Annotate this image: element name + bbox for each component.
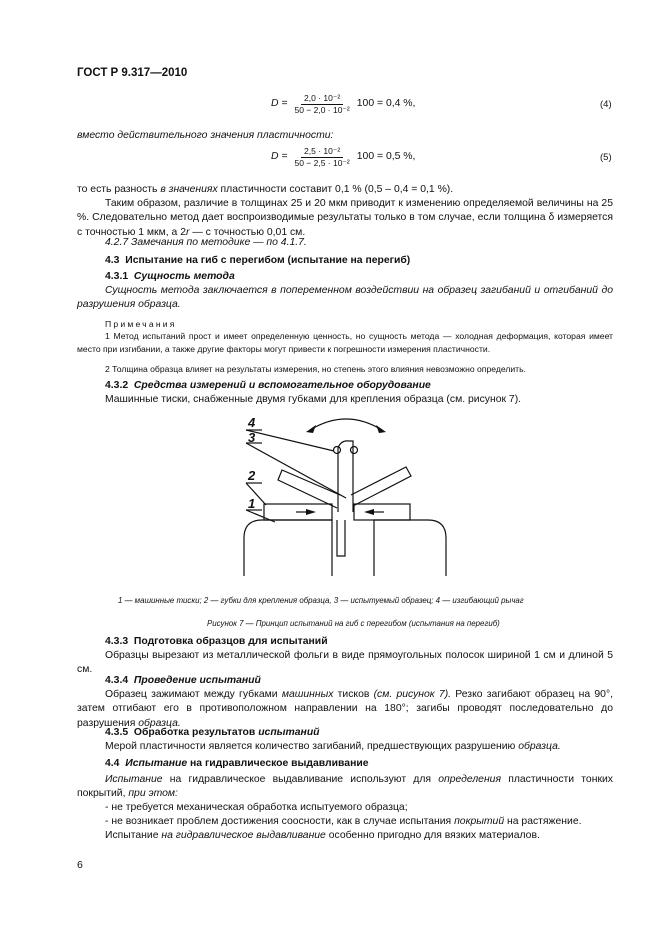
paragraph-difference-text-c: пластичности составит 0,1 % (0,5 – 0,4 = 0,1 %). [217,184,454,195]
section-4-3-4-text-e: Резко загибают образец на 90°, затем отгибают его в противоположном направлении на 180°; загибы проводят последовательно до разрушения [77,689,613,729]
section-4-3-4-text-b: машинных [281,689,334,700]
formula-4-numerator: 2,0 · 10⁻² [301,93,343,105]
formula-5-denominator: 50 − 2,5 · 10⁻² [294,158,350,168]
section-4-4-list-item-2 [77,815,641,829]
section-4-4-title-b: на гидравлическое выдавливание [187,758,369,769]
figure-label-3: 3 [248,430,256,445]
paragraph-thus-r: r [185,226,190,238]
page-number: 6 [77,859,83,871]
formula-5-numerator: 2,5 · 10⁻² [301,146,343,158]
bent-strip-right [351,467,411,506]
figure-7-caption: Рисунок 7 — Принцип испытаний на гиб с перегибом (испытания на перегиб) [207,619,500,628]
section-4-3-4-text-c: тисков [333,689,374,700]
section-4-3-1-number: 4.3.1 [105,271,129,282]
figure-7-legend: 1 — машинные тиски; 2 — губки для крепления образца, 3 — испытуемый образец; 4 — изгибающий рычаг [118,596,524,605]
section-4-4-paragraph-2 [77,829,641,843]
section-4-4-list-item-1: - не требуется механическая обработка испытуемого образца; [105,802,408,813]
formula-5-lhs: D = [271,151,288,163]
section-4-3-5-text-b: образца. [518,741,561,752]
paragraph-thus-text-a: Таким образом, различие в толщинах 25 и 20 мкм приводит к изменению определяемой величины на 25 %. Следовательно метод дает воспроизводимые результаты только в том случае, если толщина δ измеряется с точностью 1 мкм, а 2 [77,198,613,238]
section-4-3-4-title: Проведение испытаний [133,675,261,686]
section-4-3-number: 4.3 [105,255,120,266]
vise-body-right [374,520,446,576]
section-4-4-paragraph-1 [77,773,613,802]
section-4-3-4-heading [77,674,641,688]
section-4-3-3-heading [77,635,641,649]
section-4-3-5-number: 4.3.5 [105,727,129,738]
section-4-4-title-a: Испытание [125,758,188,769]
formula-4-number: (4) [600,99,612,110]
section-4-3-5-text-a: Мерой пластичности является количество загибаний, предшествующих разрушению [105,741,519,752]
figure-label-4: 4 [248,415,256,430]
section-4-3-2-title: Средства измерений и вспомогательное оборудование [133,380,431,391]
section-4-3-3-title: Подготовка образцов для испытаний [133,636,328,647]
formula-4-denominator: 50 − 2,0 · 10⁻² [294,105,350,115]
section-4-3-3-text: Образцы вырезают из металлической фольги в виде прямоугольных полосок шириной 1 см и длиной 5 см. [77,650,613,676]
vise-body [244,520,332,576]
paragraph-instead: вместо действительного значения пластичности: [77,130,334,141]
note-1: 1 Метод испытаний прост и имеет определенную ценность, но сущность метода — холодная деформация, которая имеет место при изгибании, а также другие факторы могут привести к погрешности измерения пластичности. [77,331,613,354]
section-4-3-4-text-f: образца. [138,717,181,729]
section-4-3-5-text [77,740,613,754]
section-4-3-4-number: 4.3.4 [105,675,129,686]
section-4-2-7: 4.2.7 Замечания по методике — по 4.1.7. [105,237,307,248]
section-4-4-heading [77,757,641,771]
document-header: ГОСТ Р 9.317—2010 [77,67,188,79]
section-4-4-text-d: пластичности тонких покрытий, [77,774,613,800]
paragraph-thus-text-b: — с точностью 0,01 см. [189,226,306,238]
list-item-2-text-b: покрытий [454,816,505,827]
section-4-3-4-text [77,688,613,731]
section-4-3-1-text: Сущность метода заключается в попеременном воздействии на образец загибаний и отгибаний до разрушения образца. [77,285,613,311]
section-4-4-text-e: при этом: [128,788,178,800]
section-4-3-1-title: Сущность метода [133,271,235,282]
formula-5-number: (5) [600,152,612,163]
specimen [337,520,345,556]
section-4-4-number: 4.4 [105,758,120,769]
section-4-4-text-c: определения [438,774,502,785]
section-4-3-4-text-d: (см. рисунок 7). [373,689,452,700]
section-4-3-5-title-a: Обработка результатов [133,727,259,738]
motion-arc [310,419,382,430]
formula-5-rhs: 100 = 0,5 %, [356,151,416,163]
section-4-3-2-number: 4.3.2 [105,380,129,391]
list-item-2-text-a: - не возникает проблем достижения соосности, как в случае испытания [105,816,455,827]
paragraph-difference-text-b: в значениях [160,184,218,195]
section-4-3-5-title-b: испытаний [258,727,320,738]
figure-label-2: 2 [248,468,256,483]
section-4-3-title: Испытание на гиб с перегибом (испытание на перегиб) [125,255,411,266]
section-4-4-p2-text-b: на гидравлическое выдавливание [161,830,326,841]
section-4-3-3-number: 4.3.3 [105,636,129,647]
paragraph-difference-text-a: то есть разность [77,184,161,195]
section-4-4-text-a: Испытание [105,774,163,785]
section-4-4-p2-text-c: особенно пригодно для вязких материалов. [325,830,540,841]
section-4-3-2-text: Машинные тиски, снабженные двумя губками для крепления образца (см. рисунок 7). [105,394,522,405]
section-4-4-text-b: на гидравлическое выдавливание используют для [162,774,439,785]
list-item-2-text-c: на растяжение. [504,816,582,827]
figure-label-1: 1 [248,496,256,511]
section-4-3-4-text-a: Образец зажимают между губками [105,689,282,700]
section-4-4-p2-text-a: Испытание [105,830,162,841]
formula-4-lhs: D = [271,98,288,110]
note-2: 2 Толщина образца влияет на результаты измерения, но степень этого влияния невозможно определить. [105,364,526,374]
formula-4-rhs: 100 = 0,4 %, [356,98,416,110]
notes-label: Примечания [105,319,177,329]
section-4-3-5-heading [77,726,641,740]
